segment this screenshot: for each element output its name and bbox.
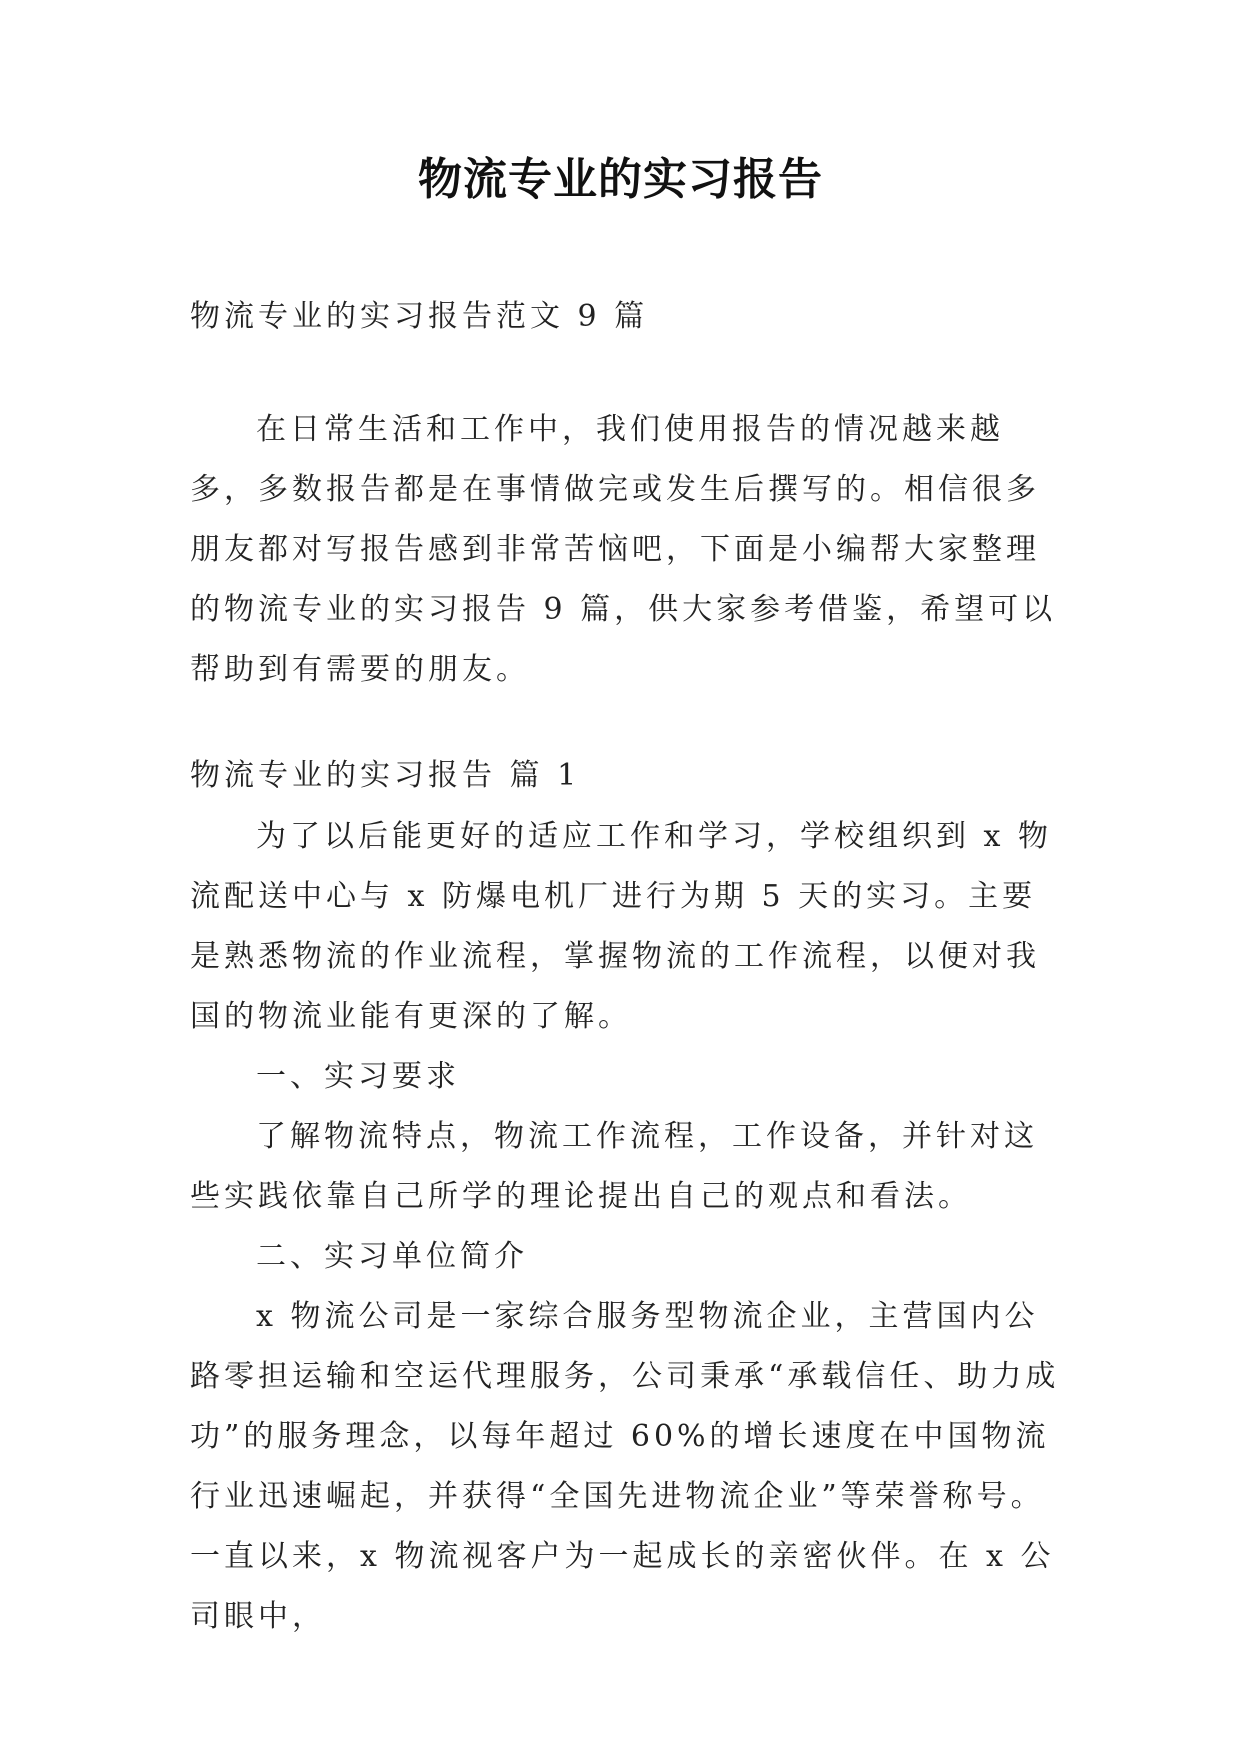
section-title: 物流专业的实习报告 篇 1 [190,758,581,793]
heading-company-intro: 二、实习单位简介 [256,1239,528,1274]
heading-requirements: 一、实习要求 [256,1059,460,1094]
article-body [190,807,1060,1647]
paragraph-requirements: 了解物流特点，物流工作流程，工作设备，并针对这些实践依靠自己所学的理论提出自己的观点和看法。 [190,1119,1038,1214]
document-subtitle: 物流专业的实习报告范文 9 篇 [190,299,649,334]
paragraph-company-intro: x 物流公司是一家综合服务型物流企业，主营国内公路零担运输和空运代理服务，公司秉承“承载信任、助力成功”的服务理念，以每年超过 60%的增长速度在中国物流行业迅速崛起，并获得“全国先进物流企业”等荣誉称号。一直以来，x 物流视客户为一起成长的亲密伙伴。在 x 公司眼中， [190,1299,1060,1634]
document-title: 物流专业的实习报告 [418,154,823,205]
intro-paragraph: 在日常生活和工作中，我们使用报告的情况越来越多，多数报告都是在事情做完或发生后撰写的。相信很多朋友都对写报告感到非常苦恼吧，下面是小编帮大家整理的物流专业的实习报告 9 篇，供大家参考借鉴，希望可以帮助到有需要的朋友。 [190,412,1057,687]
paragraph-purpose: 为了以后能更好的适应工作和学习，学校组织到 x 物流配送中心与 x 防爆电机厂进行为期 5 天的实习。主要是熟悉物流的作业流程，掌握物流的工作流程，以便对我国的物流业能有更深的了解。 [190,819,1052,1034]
